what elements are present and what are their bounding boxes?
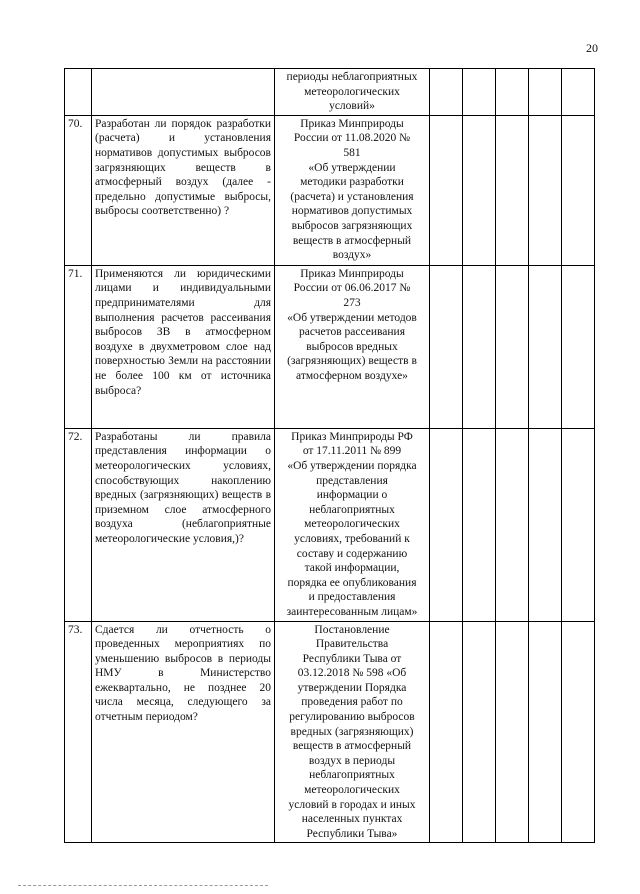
legal-basis-line: представления: [316, 474, 388, 487]
legal-basis-line: методики разработки: [300, 176, 404, 189]
legal-basis-cell: [275, 621, 430, 843]
answer-cell: [430, 428, 463, 621]
legal-basis-line: расчетов рассеивания: [299, 326, 405, 339]
answer-cell: [562, 428, 595, 621]
legal-basis-line: России от 06.06.2017 №: [293, 282, 411, 295]
legal-basis-line: воздух в периоды: [308, 754, 396, 767]
legal-basis-line: 581: [343, 146, 361, 159]
legal-basis-line: атмосферном воздухе»: [296, 369, 408, 382]
legal-basis-line: периоды неблагоприятных: [286, 71, 418, 83]
legal-basis-line: Приказ Минприроды: [300, 267, 404, 280]
legal-basis-line: регулированию выбросов: [289, 711, 415, 724]
answer-cell: [496, 428, 529, 621]
legal-basis-line: проведения работ по: [301, 696, 403, 709]
answer-cell: [496, 69, 529, 116]
legal-basis-line: нормативов допустимых: [291, 205, 413, 218]
row-number: 70.: [65, 115, 92, 265]
legal-basis-line: 273: [343, 296, 361, 309]
bottom-rule: [18, 885, 268, 886]
answer-cell: [463, 621, 496, 843]
answer-cell: [529, 428, 562, 621]
legal-basis-line: Правительства: [315, 638, 389, 651]
legal-basis-line: и предоставления: [308, 591, 396, 604]
table-row: [65, 428, 595, 621]
table-row: [65, 621, 595, 843]
table-row: [65, 69, 595, 116]
question-cell: [92, 69, 275, 116]
legal-basis-line: порядка ее опубликования: [287, 576, 417, 589]
answer-cell: [529, 115, 562, 265]
legal-basis-line: Республики Тыва»: [306, 827, 398, 840]
answer-cell: [496, 265, 529, 428]
question-cell: [92, 621, 275, 843]
legal-basis-line: Приказ Минприроды: [300, 117, 404, 130]
legal-basis-line: «Об утверждении порядка: [287, 459, 417, 472]
legal-basis-line: Республики Тыва от: [302, 652, 402, 665]
legal-basis-line: метеорологических: [304, 784, 400, 797]
answer-cell: [463, 115, 496, 265]
legal-basis-line: выбросов вредных: [306, 340, 398, 353]
legal-basis-line: «Об утверждении методов: [287, 311, 417, 324]
legal-basis-line: условиях, требований к: [294, 532, 410, 545]
answer-cell: [430, 265, 463, 428]
legal-basis-line: метеорологических: [304, 85, 400, 98]
answer-cell: [562, 69, 595, 116]
legal-basis-cell: [275, 265, 430, 428]
table-row: [65, 115, 595, 265]
legal-basis-line: выбросов загрязняющих: [291, 219, 413, 232]
question-cell: [92, 428, 275, 621]
row-number: 73.: [65, 621, 92, 843]
answer-cell: [463, 428, 496, 621]
legal-basis-line: 03.12.2018 № 598 «Об: [297, 667, 407, 680]
legal-basis-line: (загрязняющих) веществ в: [287, 355, 417, 368]
question-text: Разработаны ли правила представления информации о метеорологических условиях, способствующих накоплению вредных (загрязняющих) веществ в приземном слое атмосферного воздуха (неблагоприятные метеорологические условия,)?: [95, 430, 271, 545]
question-cell: [92, 115, 275, 265]
question-text: Применяются ли юридическими лицами и индивидуальными предпринимателями для выполнения расчетов рассеивания выбросов ЗВ в атмосферном воздухе в двухметровом слое над поверхностью Земли на расстоянии не более 100 км от источника выброса?: [95, 267, 271, 397]
answer-cell: [562, 621, 595, 843]
legal-basis-line: Постановление: [314, 623, 390, 636]
checklist-table: [64, 68, 595, 843]
legal-basis-line: вредных (загрязняющих): [290, 725, 414, 738]
answer-cell: [430, 115, 463, 265]
answer-cell: [496, 115, 529, 265]
question-text: Сдается ли отчетность о проведенных мероприятиях по уменьшению выбросов в периоды НМУ в Министерство ежеквартально, не позднее 20 числа месяца, следующего за отчетным периодом?: [95, 623, 271, 724]
question-text: Разработан ли порядок разработки (расчета) и установления нормативов допустимых выбросов загрязняющих веществ в атмосферный воздух (далее - предельно допустимые выбросы, выбросы соответственно) ?: [95, 117, 271, 218]
answer-cell: [496, 621, 529, 843]
legal-basis-line: от 17.11.2011 № 899: [302, 445, 402, 458]
legal-basis-line: (расчета) и установления: [290, 190, 414, 203]
legal-basis-line: условий»: [329, 100, 375, 113]
legal-basis-cell: [275, 428, 430, 621]
answer-cell: [529, 69, 562, 116]
question-cell: [92, 265, 275, 428]
legal-basis-line: составу и содержанию: [296, 547, 408, 560]
legal-basis-line: Приказ Минприроды РФ: [291, 430, 413, 443]
row-number: 72.: [65, 428, 92, 621]
answer-cell: [529, 265, 562, 428]
legal-basis-line: неблагоприятных: [309, 503, 395, 516]
answer-cell: [430, 621, 463, 843]
legal-basis-cell: [275, 69, 430, 116]
table-body: [65, 69, 595, 843]
legal-basis-line: такой информации,: [304, 562, 400, 575]
legal-basis-line: условий в городах и иных: [288, 798, 416, 811]
row-number: [65, 69, 92, 116]
answer-cell: [529, 621, 562, 843]
legal-basis-line: веществ в атмосферный: [292, 740, 412, 753]
legal-basis-line: «Об утверждении: [308, 161, 396, 174]
legal-basis-line: заинтересованным лицам»: [286, 605, 418, 618]
answer-cell: [562, 115, 595, 265]
legal-basis-line: информации о: [316, 489, 388, 502]
answer-cell: [463, 265, 496, 428]
page-number: 20: [586, 41, 598, 55]
legal-basis-line: воздух»: [332, 249, 372, 262]
legal-basis-line: неблагоприятных: [309, 769, 395, 782]
answer-cell: [562, 265, 595, 428]
legal-basis-line: населенных пунктах: [301, 813, 403, 826]
answer-cell: [463, 69, 496, 116]
legal-basis-line: утверждении Порядка: [297, 681, 407, 694]
legal-basis-line: метеорологических: [304, 518, 400, 531]
legal-basis-line: России от 11.08.2020 №: [293, 132, 411, 145]
row-number: 71.: [65, 265, 92, 428]
legal-basis-cell: [275, 115, 430, 265]
table-row: [65, 265, 595, 428]
answer-cell: [430, 69, 463, 116]
legal-basis-line: веществ в атмосферный: [292, 234, 412, 247]
